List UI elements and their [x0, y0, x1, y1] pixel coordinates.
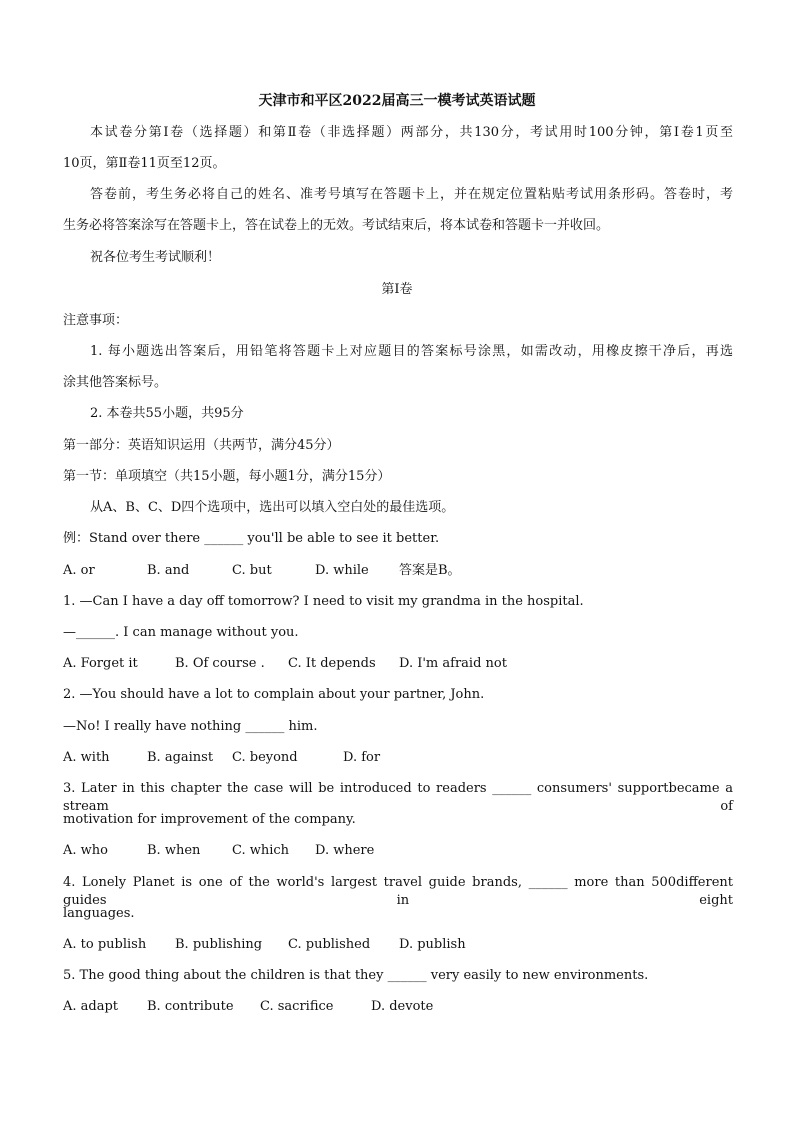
question-5-option-c: C. sacrifice [260, 999, 334, 1014]
intro-paragraph-2-line-1: 答卷前，考生务必将自己的姓名、准考号填写在答题卡上，并在规定位置粘贴考试用条形码。答卷时，考 [90, 187, 733, 202]
example-option-c: C. but [232, 563, 272, 578]
good-luck-line: 祝各位考生考试顺利！ [90, 250, 221, 265]
question-4-option-d: D. publish [399, 937, 466, 952]
question-4-option-b: B. publishing [175, 937, 263, 952]
question-3-option-a: A. who [63, 843, 108, 858]
example-option-b: B. and [147, 563, 190, 578]
example-stem: 例：Stand over there ______ you'll be able to see it better. [63, 531, 440, 546]
intro-paragraph-2-line-2: 生务必将答案涂写在答题卡上，答在试卷上的无效。考试结束后，将本试卷和答题卡一并收回。 [63, 218, 610, 233]
question-2-option-d: D. for [343, 750, 381, 765]
question-3-line-1: 3. Later in this chapter the case will be introduced to readers ______ consumers' supportbecame a stream of [63, 781, 733, 814]
question-4-line-1: 4. Lonely Planet is one of the world's largest travel guide brands, ______ more than 500different guides in eight [63, 875, 733, 908]
note-1-line-1: 1. 每小题选出答案后，用铅笔将答题卡上对应题目的答案标号涂黑，如需改动，用橡皮擦干净后，再选 [90, 344, 733, 359]
question-1-option-d: D. I'm afraid not [399, 656, 507, 671]
question-3-line-2: motivation for improvement of the company. [63, 812, 356, 827]
question-2-line-1: 2. —You should have a lot to complain about your partner, John. [63, 687, 485, 702]
question-5-option-b: B. contribute [147, 999, 234, 1014]
volume-heading: 第Ⅰ卷 [381, 282, 413, 297]
intro-paragraph-1-line-1: 本试卷分第Ⅰ卷（选择题）和第Ⅱ卷（非选择题）两部分，共130分，考试用时100分钟，第Ⅰ卷1页至 [90, 125, 733, 140]
question-1-option-c: C. It depends [288, 656, 376, 671]
example-answer: 答案是B。 [399, 563, 461, 578]
exam-title: 天津市和平区2022届高三一模考试英语试题 [258, 93, 536, 109]
intro-paragraph-1-line-2: 10页，第Ⅱ卷11页至12页。 [63, 156, 226, 171]
instruction-line: 从A、B、C、D四个选项中，选出可以填入空白处的最佳选项。 [90, 500, 455, 515]
question-5-option-d: D. devote [371, 999, 434, 1014]
question-3-option-b: B. when [147, 843, 201, 858]
question-3-option-d: D. where [315, 843, 375, 858]
question-1-option-a: A. Forget it [63, 656, 138, 671]
example-option-a: A. or [63, 563, 95, 578]
question-4-line-2: languages. [63, 906, 135, 921]
question-1-option-b: B. Of course . [175, 656, 265, 671]
question-5-option-a: A. adapt [63, 999, 119, 1014]
question-4-option-c: C. published [288, 937, 371, 952]
question-2-line-2: —No! I really have nothing ______ him. [63, 719, 318, 734]
question-4-option-a: A. to publish [63, 937, 147, 952]
question-1-line-1: 1. —Can I have a day off tomorrow? I need to visit my grandma in the hospital. [63, 594, 584, 609]
question-3-option-c: C. which [232, 843, 290, 858]
question-5-line-1: 5. The good thing about the children is that they ______ very easily to new environments. [63, 968, 649, 983]
question-2-option-b: B. against [147, 750, 214, 765]
question-2-option-a: A. with [63, 750, 110, 765]
section-one-heading: 第一节：单项填空（共15小题，每小题1分，满分15分） [63, 469, 391, 484]
note-1-line-2: 涂其他答案标号。 [63, 375, 168, 390]
part-one-heading: 第一部分：英语知识运用（共两节，满分45分） [63, 438, 340, 453]
notes-heading: 注意事项： [63, 313, 129, 328]
note-2: 2. 本卷共55小题，共95分 [90, 406, 244, 421]
question-1-line-2: —______. I can manage without you. [63, 625, 299, 640]
example-option-d: D. while [315, 563, 369, 578]
question-2-option-c: C. beyond [232, 750, 298, 765]
